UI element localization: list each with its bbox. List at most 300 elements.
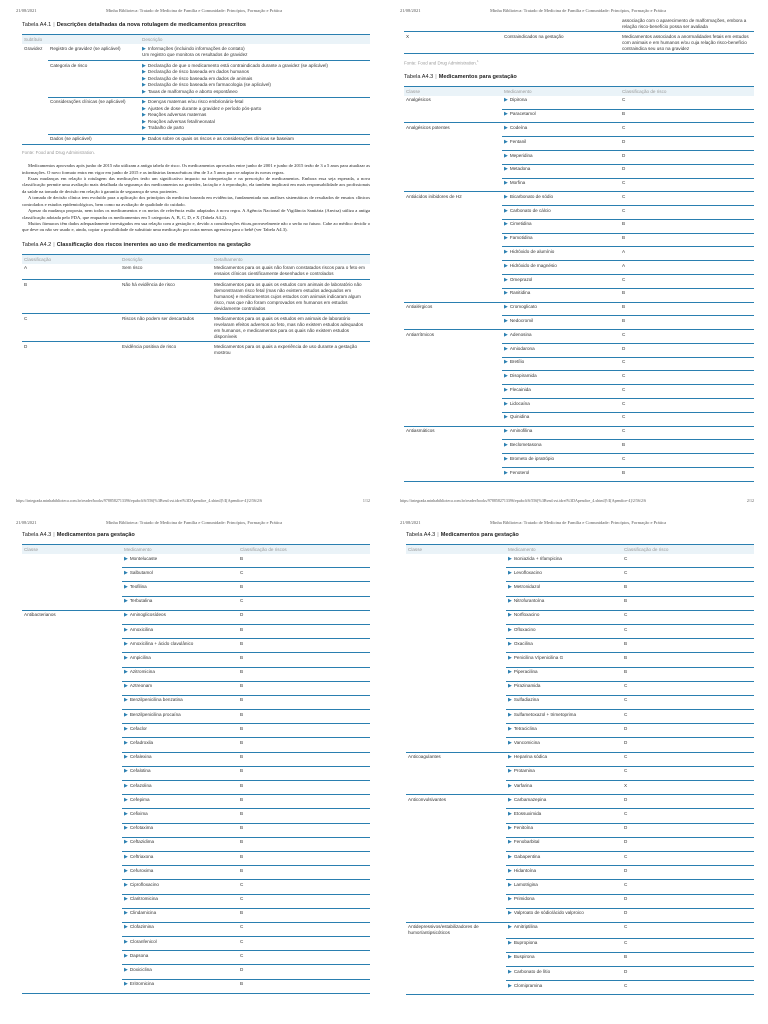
medication-name: Fentanil <box>509 138 527 144</box>
triangle-right-icon: ▶ <box>504 221 508 228</box>
table-cell <box>22 61 48 98</box>
table-cell <box>22 781 122 795</box>
column-header: Classificação de risco <box>622 545 754 555</box>
table-cell: B <box>620 109 754 123</box>
table-cell: B <box>238 710 370 724</box>
table-cell: D <box>622 894 754 908</box>
table-cell <box>406 554 506 568</box>
triangle-right-icon: ▶ <box>504 290 508 297</box>
table-cell: C <box>622 938 754 952</box>
table-cell <box>506 653 622 667</box>
table-cell: D <box>622 823 754 837</box>
medication-name: Azitromicina <box>129 669 155 675</box>
table-cell <box>506 554 622 568</box>
table-cell <box>506 738 622 752</box>
table-cell: B <box>238 866 370 880</box>
triangle-right-icon: ▶ <box>504 166 508 173</box>
table-cell <box>404 109 502 123</box>
medication-name: Codeína <box>509 125 528 130</box>
medication-name: Tetraciclina <box>513 725 537 731</box>
table-cell: B <box>238 681 370 695</box>
table-cell <box>122 596 238 610</box>
medication-name: Ceftazidima <box>129 839 155 845</box>
list-item-text: Reações adversas maternas <box>147 112 207 118</box>
table-title: Medicamentos para gestação <box>56 532 135 538</box>
table-cell: B <box>238 639 370 653</box>
table-cell: B <box>622 596 754 610</box>
table-cell: B <box>238 823 370 837</box>
table-row <box>406 766 754 780</box>
table-cell <box>122 979 238 993</box>
medication-name: Carbonato de cálcio <box>509 207 551 213</box>
table-row <box>404 412 754 426</box>
table-row <box>406 554 754 568</box>
table-row <box>22 937 370 951</box>
medication-name: Etossuximida <box>513 810 542 816</box>
table-row <box>22 880 370 894</box>
page-number: 1/12 <box>362 498 370 503</box>
table-cell <box>406 667 506 681</box>
table-cell <box>122 582 238 596</box>
table-cell: Anticoagulantes <box>408 754 441 760</box>
triangle-right-icon: ▶ <box>508 924 512 931</box>
table-cell: C <box>622 766 754 780</box>
table-cell: C <box>238 894 370 908</box>
table-cell <box>502 275 620 289</box>
table-cell <box>406 880 506 894</box>
table-row <box>406 981 754 995</box>
header-title: Minha Biblioteca: Tratado de Medicina de Família e Comunidade: Princípios, Formação e Prática <box>490 8 667 13</box>
triangle-right-icon: ▶ <box>508 626 512 633</box>
table-cell <box>502 150 620 164</box>
table-row <box>406 568 754 582</box>
table-cell <box>406 938 506 952</box>
table-row <box>22 809 370 823</box>
table-cell <box>506 837 622 851</box>
triangle-right-icon: ▶ <box>504 193 508 200</box>
table-cell: C <box>620 275 754 289</box>
table-cell: C <box>622 568 754 582</box>
table-cell: Gravidez <box>24 45 43 51</box>
table-cell <box>140 44 370 61</box>
table-row <box>406 938 754 952</box>
table-row <box>406 752 754 766</box>
medication-name: Cefixima <box>129 810 148 816</box>
medication-name: Carbamazepina <box>513 796 547 802</box>
medication-name: Carbonato de lítio <box>513 968 551 974</box>
column-header: Classificação de risco <box>620 86 754 96</box>
table-cell <box>404 219 502 233</box>
table-row <box>404 247 754 261</box>
table-cell <box>22 134 48 145</box>
triangle-right-icon: ▶ <box>504 386 508 393</box>
page-footer <box>400 498 754 506</box>
table-row <box>406 922 754 938</box>
table-row <box>406 908 754 922</box>
medication-name: Fenitoína <box>513 825 534 831</box>
table-cell <box>406 568 506 582</box>
table-cell: Medicamentos associados a anormalidades fetais em estudos com animais e em humanos e/ou cuja relação risco-benefício contraindica seu uso na gravidez <box>620 32 754 54</box>
table-cell <box>22 894 122 908</box>
table-row <box>404 426 754 440</box>
list-item <box>142 125 368 132</box>
table-cell: C <box>238 922 370 936</box>
table-row <box>22 752 370 766</box>
table-cell <box>406 624 506 638</box>
table-cell: B <box>238 752 370 766</box>
medication-name: Hidróxido de magnésio <box>509 262 557 268</box>
table-cell <box>502 440 620 454</box>
table-cell: A <box>22 264 120 280</box>
triangle-right-icon: ▶ <box>504 455 508 462</box>
table-cell: C <box>620 123 754 137</box>
table-cell <box>22 937 122 951</box>
table-cell <box>502 137 620 151</box>
table-row <box>404 164 754 178</box>
table-row <box>406 952 754 966</box>
table-row <box>22 823 370 837</box>
triangle-right-icon: ▶ <box>508 867 512 874</box>
triangle-right-icon: ▶ <box>504 262 508 269</box>
table-cell: B <box>620 316 754 330</box>
medication-name: Amoxicilina <box>129 626 154 632</box>
table-cell <box>122 809 238 823</box>
medication-name: Levofloxacino <box>513 569 542 575</box>
triangle-right-icon: ▶ <box>508 598 512 605</box>
triangle-right-icon: ▶ <box>504 373 508 380</box>
triangle-right-icon: ▶ <box>124 938 128 945</box>
header-date: 21/08/2021 <box>16 8 37 13</box>
medication-name: Nedocromil <box>509 317 534 323</box>
table-cell: Antiarrítmicos <box>406 331 435 337</box>
medication-name: Lamotrigina <box>513 881 538 887</box>
triangle-right-icon: ▶ <box>124 740 128 747</box>
medication-name: Pirazinamida <box>513 683 541 689</box>
table-cell <box>506 667 622 681</box>
table-row <box>406 809 754 823</box>
table-row <box>404 371 754 385</box>
medication-name: Cefotaxima <box>129 825 154 831</box>
medication-name: Clindamicina <box>129 910 157 916</box>
table-row <box>406 866 754 880</box>
table-a4-1 <box>22 34 370 145</box>
table-cell <box>404 316 502 330</box>
medication-name: Dapsona <box>129 952 149 958</box>
table-cell <box>506 710 622 724</box>
table-cell: Riscos não podem ser descartados <box>120 314 212 342</box>
table-cell: C <box>622 809 754 823</box>
table-cell <box>502 357 620 371</box>
footer-url[interactable]: https://integrada.minhabiblioteca.com.br/reader/books/9788582713396/epubcfi/6/556[%3Bvnd.vst.idref%3DApendice_4.xhtml]!/4[Apendice-4]/2/56/2/6 <box>400 498 647 503</box>
table-cell <box>406 908 506 922</box>
table-cell <box>404 343 502 357</box>
table-cell <box>404 164 502 178</box>
table-row <box>22 342 370 358</box>
table-cell <box>22 710 122 724</box>
triangle-right-icon: ▶ <box>142 118 146 125</box>
table-cell: D <box>620 137 754 151</box>
page-2-top <box>0 512 384 1024</box>
triangle-right-icon: ▶ <box>124 640 128 647</box>
table-cell <box>502 330 620 344</box>
table-cell: C <box>620 454 754 468</box>
medication-name: Cefuroxima <box>129 867 154 873</box>
table-cell <box>404 371 502 385</box>
table-cell <box>140 97 370 134</box>
medication-name: Montelucaste <box>129 555 158 561</box>
medication-name: Fenobarbital <box>513 839 540 845</box>
table-cell <box>122 766 238 780</box>
triangle-right-icon: ▶ <box>142 82 146 89</box>
list-item-text: Reações adversas fetal/neonatal <box>147 118 215 124</box>
column-header: Detalhamento <box>212 254 370 264</box>
triangle-right-icon: ▶ <box>124 569 128 576</box>
column-header: Classe <box>22 545 122 555</box>
table-number: Tabela A4.3 <box>406 532 436 538</box>
table-cell <box>406 639 506 653</box>
table-cell <box>404 137 502 151</box>
table-cell: C <box>622 752 754 766</box>
table-cell <box>122 667 238 681</box>
table-row <box>22 710 370 724</box>
paragraph: Medicamentos aprovados após junho de 2015 não utilizam a antiga tabela de risco. Os medicamentos aprovados entre junho de 2001 e junho de 2015 terão de 3 a 5 anos para atualizar as informações. O novo formato entra em vigor em junho de 2015 e as indústrias farmacêuticas têm de 3 a 5 anos para se adaptar às novas regras. <box>22 163 370 175</box>
table-cell: Registro de gravidez (se aplicável) <box>48 44 140 61</box>
table-row <box>22 279 370 313</box>
table-cell <box>406 710 506 724</box>
table-cell: B <box>620 233 754 247</box>
table-cell: Antiácidos inibidores de H2 <box>406 193 462 199</box>
page-footer <box>16 498 370 506</box>
triangle-right-icon: ▶ <box>124 810 128 817</box>
medication-name: Beclometasona <box>509 441 542 447</box>
header-title: Minha Biblioteca: Tratado de Medicina de Família e Comunidade: Princípios, Formação e Prática <box>106 8 283 13</box>
medication-name: Bupropiona <box>513 940 538 946</box>
table-cell <box>122 639 238 653</box>
table-cell: B <box>620 467 754 481</box>
table-row <box>406 823 754 837</box>
column-header: Medicamento <box>506 545 622 555</box>
table-row <box>22 738 370 752</box>
triangle-right-icon: ▶ <box>508 796 512 803</box>
medication-name: Omeprazol <box>509 276 533 282</box>
triangle-right-icon: ▶ <box>508 725 512 732</box>
triangle-right-icon: ▶ <box>124 612 128 619</box>
table-row <box>404 178 754 192</box>
table-cell: Dados (se aplicável) <box>48 134 140 145</box>
medication-name: Sulfadiazina <box>513 697 539 703</box>
table-row <box>406 724 754 738</box>
table-cell: B <box>620 219 754 233</box>
triangle-right-icon: ▶ <box>508 940 512 947</box>
triangle-right-icon: ▶ <box>124 981 128 988</box>
table-cell <box>404 288 502 302</box>
table-cell <box>140 61 370 98</box>
table-cell <box>502 288 620 302</box>
table-cell: D <box>620 164 754 178</box>
triangle-right-icon: ▶ <box>504 111 508 118</box>
triangle-right-icon: ▶ <box>504 400 508 407</box>
table-title: Descrições detalhadas da nova rotulagem de medicamentos prescritos <box>56 22 247 28</box>
table-cell: C <box>620 357 754 371</box>
table-cell <box>22 809 122 823</box>
triangle-right-icon: ▶ <box>142 105 146 112</box>
page-header <box>16 520 368 528</box>
table-row <box>404 137 754 151</box>
table-row <box>404 32 754 54</box>
table-row <box>22 866 370 880</box>
table-cell <box>502 454 620 468</box>
table-cell: B <box>22 279 120 313</box>
medication-name: Famotidina <box>509 235 533 241</box>
table-cell <box>404 206 502 220</box>
table-cell: B <box>238 624 370 638</box>
table-row <box>22 965 370 979</box>
medication-name: Dipirona <box>509 97 527 103</box>
table-cell: B <box>238 554 370 568</box>
table-cell <box>406 738 506 752</box>
column-header: Classificação <box>22 254 120 264</box>
medication-name: Aztreonam <box>129 683 153 689</box>
table-row <box>22 61 370 98</box>
triangle-right-icon: ▶ <box>124 910 128 917</box>
table-cell <box>404 467 502 481</box>
table-row <box>404 233 754 247</box>
medication-name: Ciprofloxacino <box>129 881 159 887</box>
table-cell <box>22 724 122 738</box>
table-cell <box>22 851 122 865</box>
table-cell: C <box>238 568 370 582</box>
table-cell <box>506 966 622 980</box>
triangle-right-icon: ▶ <box>142 88 146 95</box>
medication-name: Aminofilina <box>509 428 533 434</box>
table-cell <box>502 219 620 233</box>
table-cell <box>22 624 122 638</box>
triangle-right-icon: ▶ <box>504 469 508 476</box>
table-row <box>406 851 754 865</box>
triangle-right-icon: ▶ <box>142 69 146 76</box>
table-cell <box>122 568 238 582</box>
medication-name: Flecainida <box>509 386 531 392</box>
table-row <box>404 316 754 330</box>
table-cell <box>122 681 238 695</box>
header-date: 21/08/2021 <box>400 520 421 525</box>
table-cell <box>122 837 238 851</box>
table-caption: Tabela A4.1 | Descrições detalhadas da nova rotulagem de medicamentos prescritos <box>22 22 247 28</box>
table-cell <box>506 823 622 837</box>
table-row <box>22 314 370 342</box>
triangle-right-icon: ▶ <box>508 954 512 961</box>
table-cell <box>404 454 502 468</box>
table-cell <box>122 695 238 709</box>
table-row <box>406 966 754 980</box>
table-row <box>22 851 370 865</box>
table-caption: Tabela A4.3 | Medicamentos para gestação <box>406 532 519 538</box>
table-cell <box>22 866 122 880</box>
table-cell <box>506 866 622 880</box>
table-cell <box>22 681 122 695</box>
table-row <box>22 979 370 993</box>
medication-name: Bicarbonato de sódio <box>509 193 554 199</box>
triangle-right-icon: ▶ <box>508 683 512 690</box>
table-cell <box>22 582 122 596</box>
table-cell: C <box>622 981 754 995</box>
body-text <box>22 163 370 233</box>
table-row <box>22 624 370 638</box>
medication-name: Quinidina <box>509 414 530 420</box>
list-item-text: Taxas de malformação e aborto espontâneo <box>147 88 238 94</box>
triangle-right-icon: ▶ <box>504 207 508 214</box>
table-cell: D <box>620 343 754 357</box>
table-cell: B <box>622 582 754 596</box>
table-cell: C <box>622 610 754 624</box>
table-cell <box>502 178 620 192</box>
medication-name: Salbutamol <box>129 569 153 575</box>
triangle-right-icon: ▶ <box>504 97 508 104</box>
medication-name: Cefalexina <box>129 754 152 760</box>
table-cell: C <box>622 880 754 894</box>
medication-name: Nitrofurantoína <box>513 598 545 604</box>
table-cell: B <box>620 302 754 316</box>
table-cell: B <box>238 795 370 809</box>
medication-name: Doxiciclina <box>129 967 152 973</box>
table-row <box>406 795 754 809</box>
table-cell: associação com o aparecimento de malformações, embora a relação risco-benefício possa ser avaliada <box>620 16 754 32</box>
table-row <box>406 837 754 851</box>
footer-url[interactable]: https://integrada.minhabiblioteca.com.br/reader/books/9788582713396/epubcfi/6/556[%3Bvnd.vst.idref%3DApendice_4.xhtml]!/4[Apendice-4]/2/56/2/6 <box>16 498 263 503</box>
triangle-right-icon: ▶ <box>508 569 512 576</box>
table-cell: C <box>238 880 370 894</box>
table-cell: D <box>622 966 754 980</box>
triangle-right-icon: ▶ <box>124 853 128 860</box>
table-cell <box>406 766 506 780</box>
table-cell <box>22 653 122 667</box>
table-row <box>404 96 754 109</box>
medication-name: Metronidazol <box>513 583 541 589</box>
medication-name: Adenosina <box>509 331 532 337</box>
table-cell: Anticonvulsivantes <box>408 796 447 802</box>
table-cell: C <box>622 681 754 695</box>
table-cell: B <box>238 908 370 922</box>
triangle-right-icon: ▶ <box>504 359 508 366</box>
table-cell: D <box>622 795 754 809</box>
table-cell <box>506 981 622 995</box>
table-cell: B <box>238 724 370 738</box>
medication-name: Cefadroxila <box>129 740 154 746</box>
table-cell: C <box>620 426 754 440</box>
table-source <box>404 59 754 65</box>
medication-name: Fenoterol <box>509 469 530 475</box>
table-row <box>22 639 370 653</box>
table-cell: C <box>620 178 754 192</box>
table-cell <box>122 908 238 922</box>
table-row <box>404 467 754 481</box>
page-1-bottom <box>384 0 768 512</box>
table-cell <box>506 752 622 766</box>
medication-name: Isoniazida + rifampicina <box>513 555 562 561</box>
page-2-bottom <box>384 512 768 1024</box>
table-cell: B <box>238 653 370 667</box>
table-cell: Sem risco <box>120 264 212 280</box>
table-cell <box>506 568 622 582</box>
table-cell <box>406 894 506 908</box>
medication-name: Amiodarona <box>509 345 535 351</box>
column-header: Classificação de riscos <box>238 545 370 555</box>
table-cell: D <box>622 837 754 851</box>
triangle-right-icon: ▶ <box>504 304 508 311</box>
table-cell <box>122 653 238 667</box>
table-row <box>404 302 754 316</box>
table-row <box>406 738 754 752</box>
